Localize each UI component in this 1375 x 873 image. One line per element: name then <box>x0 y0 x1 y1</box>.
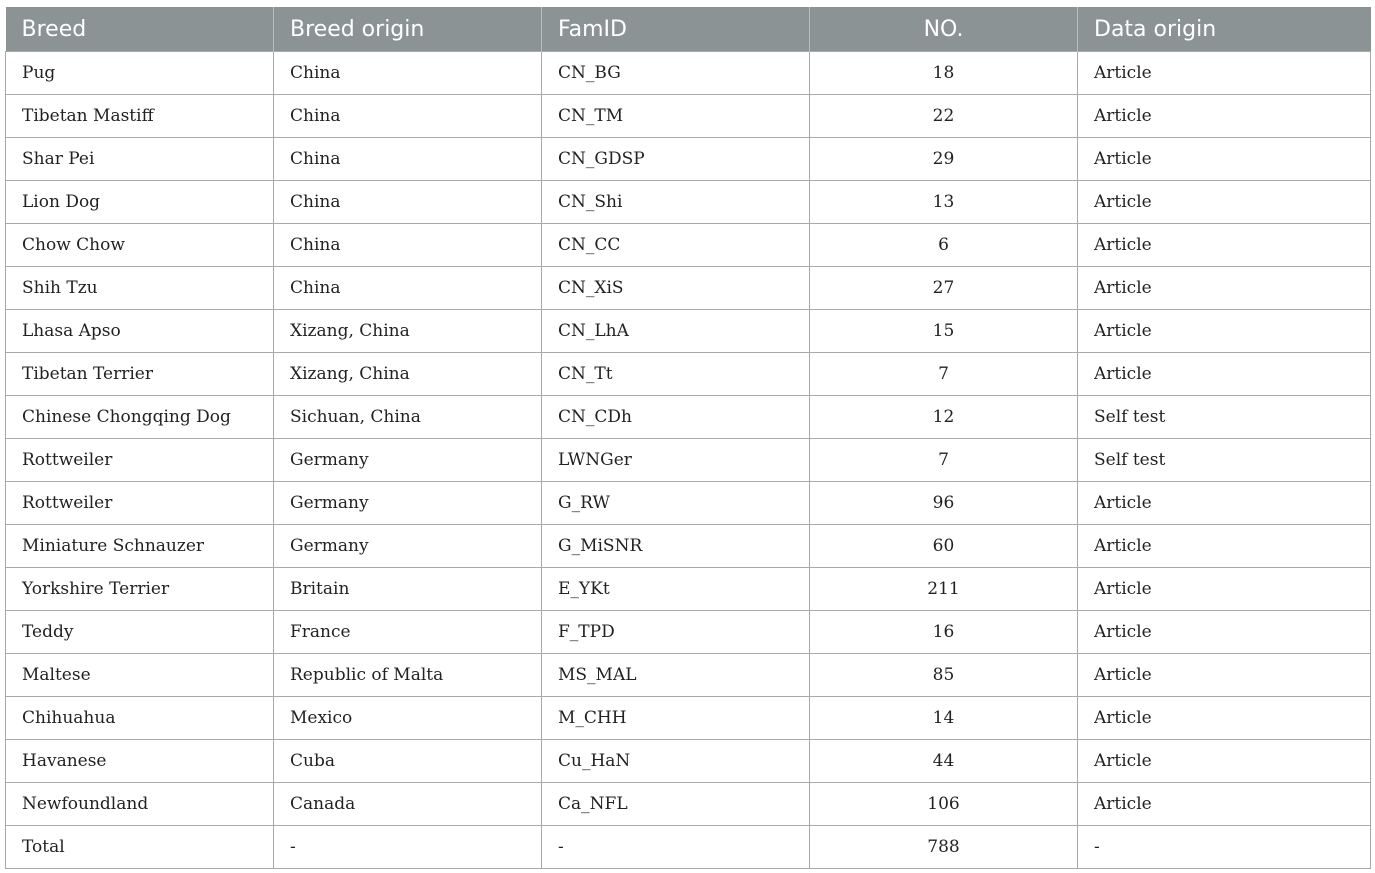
famid-cell: E_YKt <box>542 568 810 611</box>
data-origin-cell: Article <box>1078 654 1371 697</box>
header-famid: FamID <box>542 7 810 52</box>
table-row <box>6 353 1371 396</box>
table-row <box>6 439 1371 482</box>
data-origin-cell: Article <box>1078 52 1371 95</box>
table-row <box>6 224 1371 267</box>
table-row <box>6 525 1371 568</box>
table-row <box>6 482 1371 525</box>
breed-cell: Tibetan Mastiff <box>6 95 274 138</box>
count-cell: 22 <box>810 95 1078 138</box>
table-row <box>6 396 1371 439</box>
count-cell: 13 <box>810 181 1078 224</box>
table-header-row <box>6 7 1371 52</box>
data-origin-cell: Article <box>1078 525 1371 568</box>
breed-cell: Pug <box>6 52 274 95</box>
breed-cell: Tibetan Terrier <box>6 353 274 396</box>
breed-origin-cell: China <box>274 52 542 95</box>
breed-origin-cell: China <box>274 224 542 267</box>
count-cell: 211 <box>810 568 1078 611</box>
breed-origin-cell: Sichuan, China <box>274 396 542 439</box>
breed-table <box>5 7 1371 869</box>
famid-cell: G_RW <box>542 482 810 525</box>
breed-cell: Chow Chow <box>6 224 274 267</box>
count-cell: 29 <box>810 138 1078 181</box>
data-origin-cell: Self test <box>1078 439 1371 482</box>
table-row <box>6 568 1371 611</box>
data-origin-cell: Article <box>1078 267 1371 310</box>
famid-cell: CN_LhA <box>542 310 810 353</box>
data-origin-cell: Article <box>1078 740 1371 783</box>
data-origin-cell: - <box>1078 826 1371 869</box>
table-row <box>6 740 1371 783</box>
famid-cell: CN_CC <box>542 224 810 267</box>
data-table-container <box>5 7 1370 869</box>
famid-cell: CN_GDSP <box>542 138 810 181</box>
breed-cell: Maltese <box>6 654 274 697</box>
table-body <box>6 52 1371 869</box>
famid-cell: F_TPD <box>542 611 810 654</box>
count-cell: 60 <box>810 525 1078 568</box>
famid-cell: LWNGer <box>542 439 810 482</box>
breed-origin-cell: China <box>274 95 542 138</box>
famid-cell: CN_CDh <box>542 396 810 439</box>
count-cell: 106 <box>810 783 1078 826</box>
data-origin-cell: Article <box>1078 224 1371 267</box>
header-count: NO. <box>810 7 1078 52</box>
data-origin-cell: Article <box>1078 568 1371 611</box>
header-data-origin: Data origin <box>1078 7 1371 52</box>
data-origin-cell: Article <box>1078 482 1371 525</box>
count-cell: 6 <box>810 224 1078 267</box>
famid-cell: M_CHH <box>542 697 810 740</box>
breed-origin-cell: Germany <box>274 525 542 568</box>
count-cell: 7 <box>810 353 1078 396</box>
data-origin-cell: Article <box>1078 353 1371 396</box>
count-cell: 7 <box>810 439 1078 482</box>
table-row <box>6 654 1371 697</box>
breed-origin-cell: Republic of Malta <box>274 654 542 697</box>
data-origin-cell: Article <box>1078 697 1371 740</box>
table-row <box>6 181 1371 224</box>
famid-cell: MS_MAL <box>542 654 810 697</box>
breed-origin-cell: Xizang, China <box>274 353 542 396</box>
famid-cell: - <box>542 826 810 869</box>
data-origin-cell: Article <box>1078 95 1371 138</box>
total-row <box>6 826 1371 869</box>
breed-cell: Chihuahua <box>6 697 274 740</box>
breed-cell: Rottweiler <box>6 482 274 525</box>
breed-origin-cell: Mexico <box>274 697 542 740</box>
count-cell: 12 <box>810 396 1078 439</box>
famid-cell: CN_Shi <box>542 181 810 224</box>
breed-origin-cell: - <box>274 826 542 869</box>
famid-cell: G_MiSNR <box>542 525 810 568</box>
table-row <box>6 783 1371 826</box>
breed-origin-cell: Germany <box>274 482 542 525</box>
count-cell: 15 <box>810 310 1078 353</box>
breed-cell: Chinese Chongqing Dog <box>6 396 274 439</box>
count-cell: 44 <box>810 740 1078 783</box>
count-cell: 27 <box>810 267 1078 310</box>
breed-cell: Rottweiler <box>6 439 274 482</box>
breed-cell: Total <box>6 826 274 869</box>
breed-cell: Yorkshire Terrier <box>6 568 274 611</box>
famid-cell: Cu_HaN <box>542 740 810 783</box>
famid-cell: CN_Tt <box>542 353 810 396</box>
breed-origin-cell: France <box>274 611 542 654</box>
famid-cell: CN_TM <box>542 95 810 138</box>
breed-origin-cell: China <box>274 181 542 224</box>
famid-cell: Ca_NFL <box>542 783 810 826</box>
famid-cell: CN_XiS <box>542 267 810 310</box>
breed-origin-cell: Xizang, China <box>274 310 542 353</box>
breed-origin-cell: Britain <box>274 568 542 611</box>
table-row <box>6 267 1371 310</box>
header-breed-origin: Breed origin <box>274 7 542 52</box>
data-origin-cell: Article <box>1078 783 1371 826</box>
table-row <box>6 95 1371 138</box>
breed-cell: Newfoundland <box>6 783 274 826</box>
count-cell: 16 <box>810 611 1078 654</box>
count-cell: 85 <box>810 654 1078 697</box>
count-cell: 96 <box>810 482 1078 525</box>
breed-cell: Lhasa Apso <box>6 310 274 353</box>
breed-cell: Shar Pei <box>6 138 274 181</box>
breed-origin-cell: Canada <box>274 783 542 826</box>
breed-origin-cell: Cuba <box>274 740 542 783</box>
breed-cell: Teddy <box>6 611 274 654</box>
breed-cell: Shih Tzu <box>6 267 274 310</box>
count-cell: 788 <box>810 826 1078 869</box>
table-row <box>6 697 1371 740</box>
breed-cell: Miniature Schnauzer <box>6 525 274 568</box>
table-row <box>6 52 1371 95</box>
breed-origin-cell: China <box>274 267 542 310</box>
data-origin-cell: Article <box>1078 181 1371 224</box>
data-origin-cell: Self test <box>1078 396 1371 439</box>
header-breed: Breed <box>6 7 274 52</box>
count-cell: 18 <box>810 52 1078 95</box>
table-row <box>6 138 1371 181</box>
famid-cell: CN_BG <box>542 52 810 95</box>
breed-origin-cell: China <box>274 138 542 181</box>
breed-cell: Lion Dog <box>6 181 274 224</box>
data-origin-cell: Article <box>1078 138 1371 181</box>
breed-cell: Havanese <box>6 740 274 783</box>
breed-origin-cell: Germany <box>274 439 542 482</box>
count-cell: 14 <box>810 697 1078 740</box>
data-origin-cell: Article <box>1078 611 1371 654</box>
table-row <box>6 310 1371 353</box>
table-row <box>6 611 1371 654</box>
data-origin-cell: Article <box>1078 310 1371 353</box>
